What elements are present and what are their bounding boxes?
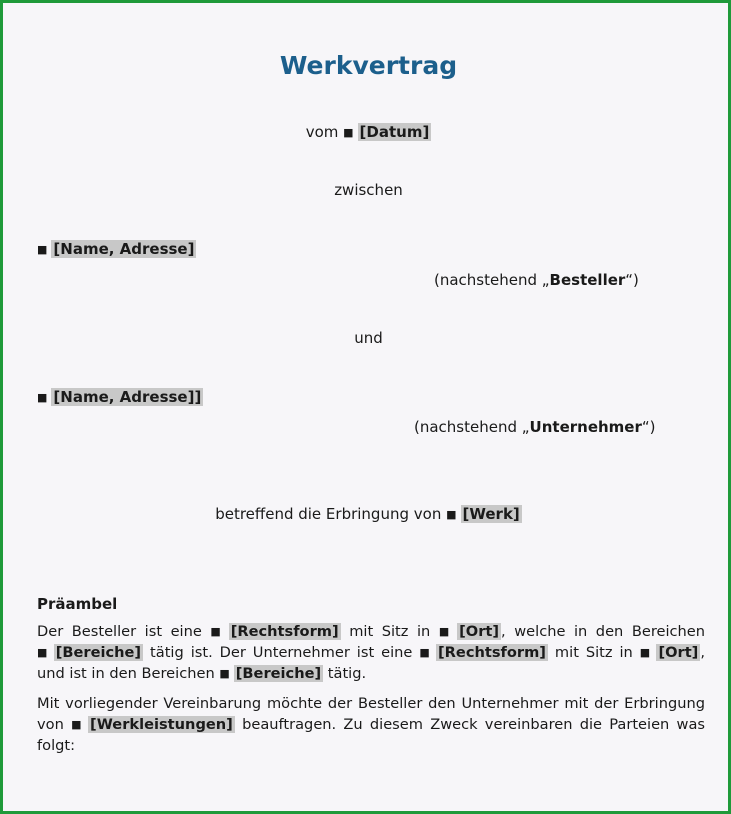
- bullet-marker: ■: [438, 625, 454, 638]
- party2-role: Unternehmer: [529, 418, 642, 436]
- bullet-marker: ■: [219, 667, 230, 680]
- party1-line: [37, 240, 196, 258]
- party1-role: Besteller: [549, 271, 626, 289]
- party1-name-address-field[interactable]: [Name, Adresse]: [53, 240, 195, 258]
- preamble-paragraph-2: [37, 693, 705, 756]
- sectors-field[interactable]: [Bereiche]: [235, 665, 322, 682]
- party1-note-prefix: (nachstehend „: [434, 271, 550, 289]
- party1-role-note: [434, 271, 639, 289]
- preamble-heading: Präambel: [37, 595, 118, 613]
- party2-role-note: [414, 418, 656, 436]
- preamble-text: mit Sitz in: [349, 623, 431, 640]
- date-field[interactable]: [Datum]: [359, 123, 430, 141]
- party2-line: [37, 388, 203, 406]
- preamble-text: , und ist in den Bereichen: [37, 644, 705, 682]
- preamble-text: Der Besteller ist eine: [37, 623, 202, 640]
- bullet-marker: ■: [37, 243, 48, 256]
- party2-note-suffix: “): [641, 418, 656, 436]
- legal-form-field[interactable]: [Rechtsform]: [438, 644, 546, 661]
- document-title: Werkvertrag: [279, 51, 458, 80]
- bullet-marker: ■: [343, 126, 354, 139]
- preamble-text: tätig.: [327, 665, 367, 682]
- subject-line: [3, 505, 731, 523]
- legal-form-field[interactable]: [Rechtsform]: [230, 623, 339, 640]
- bullet-marker: ■: [71, 718, 85, 731]
- between-text: zwischen: [334, 181, 403, 199]
- location-field[interactable]: [Ort]: [658, 644, 699, 661]
- preamble-text: Mit vorliegender Vereinbarung möchte der Besteller den Unternehmer mit der Erbringung von: [37, 695, 705, 733]
- and-text: und: [354, 329, 383, 347]
- date-line: [3, 123, 731, 141]
- party1-note-suffix: “): [625, 271, 639, 289]
- bullet-marker: ■: [210, 625, 225, 638]
- subject-prefix: betreffend die Erbringung von: [215, 505, 442, 523]
- bullet-marker: ■: [419, 646, 433, 659]
- preamble-text: mit Sitz in: [554, 644, 633, 661]
- preamble-text: beauftragen. Zu diesem Zweck vereinbaren die Parteien was folgt:: [37, 716, 706, 754]
- preamble-paragraph-1: [37, 621, 705, 684]
- bullet-marker: ■: [446, 508, 457, 521]
- preamble-text: tätig ist. Der Unternehmer ist eine: [150, 644, 413, 661]
- work-services-field[interactable]: [Werkleistungen]: [90, 716, 233, 733]
- party2-name-address-field[interactable]: [Name, Adresse]]: [53, 388, 202, 406]
- work-field[interactable]: [Werk]: [462, 505, 520, 523]
- bullet-marker: ■: [639, 646, 653, 659]
- bullet-marker: ■: [37, 391, 48, 404]
- party2-note-prefix: (nachstehend „: [414, 418, 530, 436]
- preamble-text: , welche in den Bereichen: [501, 623, 706, 640]
- bullet-marker: ■: [37, 646, 50, 659]
- location-field[interactable]: [Ort]: [459, 623, 500, 640]
- sectors-field[interactable]: [Bereiche]: [55, 644, 142, 661]
- date-prefix: vom: [305, 123, 339, 141]
